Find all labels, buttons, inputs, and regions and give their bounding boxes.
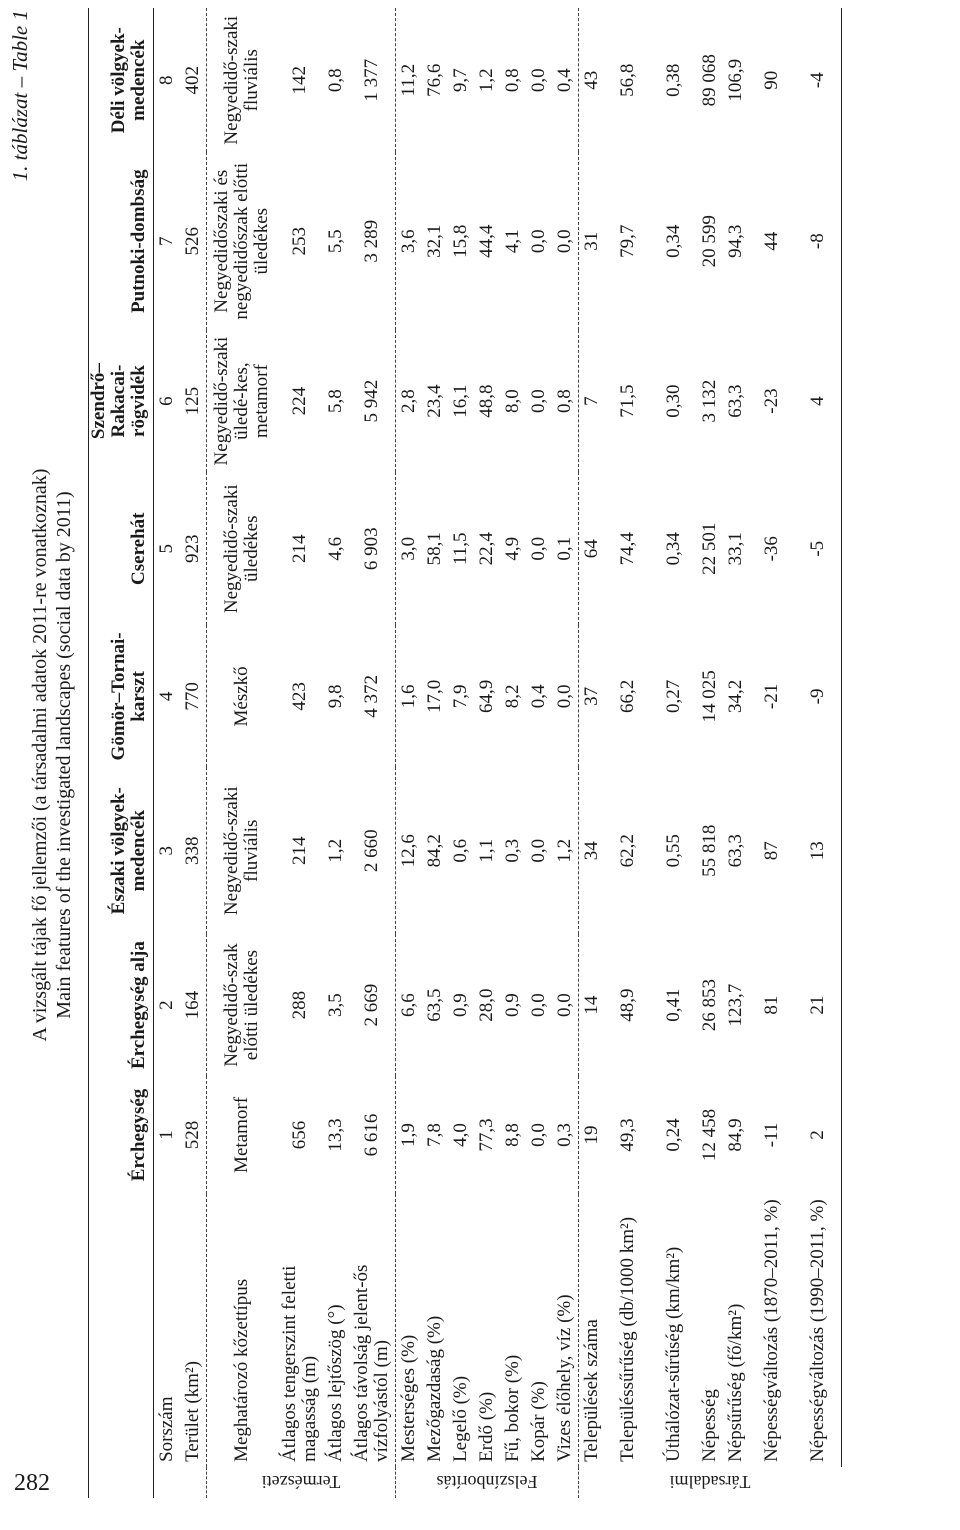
- table-cell: 64: [579, 472, 606, 625]
- table-cell: 4,1: [502, 229, 523, 254]
- table-cell: 0,24: [663, 1118, 684, 1152]
- table-cell: -8: [795, 152, 842, 330]
- table-cell: 89 068: [699, 54, 720, 107]
- table-cell: 0,0: [554, 229, 575, 254]
- table-cell: 6: [156, 396, 177, 406]
- table-cell: 142: [289, 65, 310, 95]
- table-cell: Negyedidőszaki és negyedidőszak előtti üledékes: [207, 152, 278, 330]
- table-cell: 55 818: [699, 824, 720, 877]
- table-cell: 64,9: [476, 679, 497, 714]
- group-label-cell: [207, 1467, 396, 1498]
- column-header: Szendrő–Rakacai-rögvidék: [88, 363, 149, 440]
- table-cell: 22 501: [699, 522, 720, 575]
- row-label: Népsűrűség (fő/km²): [725, 1303, 746, 1462]
- table-cell: 125: [182, 386, 203, 416]
- table-cell: -23: [761, 388, 782, 414]
- table-cell: 2,8: [396, 330, 423, 472]
- table-cell: Negyedidő-szaki fluviális: [207, 8, 278, 152]
- table-cell: 923: [182, 534, 203, 563]
- table-cell: 7,8: [424, 1123, 445, 1147]
- table-cell: 17,0: [424, 679, 445, 714]
- table-cell: 0,34: [663, 532, 684, 566]
- table-cell: 0,0: [528, 993, 549, 1017]
- table-cell: 3,5: [325, 993, 346, 1017]
- table-cell: 5,5: [325, 229, 346, 254]
- table-cell: 528: [182, 1120, 203, 1150]
- table-cell: 48,9: [617, 988, 638, 1022]
- column-header: Putnoki-dombság: [128, 169, 149, 314]
- table-cell: 4,9: [502, 536, 523, 561]
- table-cell: 48,8: [476, 384, 497, 418]
- table-cell: 63,5: [424, 988, 445, 1022]
- table-cell: 63,3: [725, 834, 746, 868]
- table-cell: 11,5: [450, 532, 471, 566]
- table-cell: Negyedidő-szaki üledékes: [207, 472, 278, 625]
- table-cell: 253: [289, 226, 310, 256]
- column-header: Gömör–Tornai-karszt: [108, 632, 149, 761]
- table-cell: 76,6: [424, 63, 445, 97]
- table-cell: 7: [579, 330, 606, 472]
- table-cell: 74,4: [617, 532, 638, 566]
- table-cell: 43: [579, 8, 606, 152]
- caption-english: Main features of the investigated landscapes (social data by 2011): [53, 491, 75, 1019]
- table-cell: 4,0: [450, 1123, 471, 1147]
- table-cell: 656: [289, 1120, 310, 1150]
- row-label: Települések száma: [579, 1194, 606, 1467]
- table-cell: 0,27: [663, 679, 684, 714]
- table-cell: 49,3: [617, 1118, 638, 1152]
- table-cell: 6 903: [361, 527, 382, 571]
- table-cell: 0,0: [554, 684, 575, 709]
- header-empty-cell: [89, 1194, 154, 1467]
- table-cell: 15,8: [450, 224, 471, 258]
- table-cell: 164: [182, 990, 203, 1020]
- table-cell: 0,4: [528, 684, 549, 709]
- row-label: Úthálózat-sűrűség (km/km²): [663, 1246, 684, 1462]
- table-cell: 0,0: [528, 389, 549, 413]
- table-cell: 0,8: [502, 68, 523, 93]
- table-cell: 1,2: [554, 838, 575, 863]
- table-cell: 66,2: [617, 679, 638, 714]
- table-cell: 0,0: [528, 1123, 549, 1147]
- table-cell: 20 599: [699, 215, 720, 268]
- table-cell: 94,3: [725, 224, 746, 258]
- table-row-terulet: [180, 8, 207, 1498]
- table-cell: 32,1: [424, 224, 445, 258]
- group-label-cell: [579, 1467, 842, 1498]
- table-cell: 0,0: [554, 993, 575, 1017]
- table-cell: 1,6: [396, 625, 423, 767]
- table-cell: 28,0: [476, 988, 497, 1022]
- table-cell: 3 289: [361, 219, 382, 263]
- table-cell: 8,2: [502, 684, 523, 709]
- table-cell: 84,9: [725, 1118, 746, 1152]
- table-cell: 2: [795, 1076, 842, 1194]
- table-cell: 0,8: [554, 389, 575, 413]
- table-cell: 106,9: [725, 58, 746, 102]
- table-label: 1. táblázat – Table 1: [8, 10, 32, 182]
- table-row-sorszam: [154, 8, 181, 1498]
- row-label: Legelő (%): [450, 1375, 471, 1462]
- table-cell: 6,6: [396, 934, 423, 1076]
- group-label: Társadalmi: [669, 1472, 751, 1493]
- table-cell: 4,6: [325, 536, 346, 561]
- table-cell: 16,1: [450, 384, 471, 418]
- table-cell: 23,4: [424, 384, 445, 418]
- row-label: Meghatározó kőzettípus: [207, 1194, 278, 1467]
- table-cell: Negyedidő-szak előtti üledékes: [207, 934, 278, 1076]
- table-cell: 5: [156, 544, 177, 554]
- table-cell: -21: [761, 683, 782, 710]
- table-cell: 81: [761, 995, 782, 1015]
- page-number: 282: [14, 1470, 50, 1496]
- table-cell: 3: [156, 845, 177, 856]
- table-row: [349, 8, 396, 1498]
- table-cell: 2 660: [361, 829, 382, 873]
- table-row: [605, 8, 651, 1498]
- table-row: [422, 8, 448, 1498]
- table-row: [579, 8, 606, 1498]
- table-cell: 0,3: [554, 1123, 575, 1147]
- group-label: Természeti: [261, 1472, 341, 1493]
- table-cell: Metamorf: [207, 1076, 278, 1194]
- table-cell: 0,34: [663, 224, 684, 258]
- table-row: [207, 8, 278, 1498]
- row-label: Településsűrűség (db/1000 km²): [617, 1216, 638, 1462]
- table-cell: 3,6: [396, 152, 423, 330]
- column-header: Északi völgyek-medencék: [108, 787, 149, 915]
- table-cell: 44,4: [476, 224, 497, 258]
- table-cell: 4: [156, 691, 177, 702]
- table-cell: 288: [289, 990, 310, 1020]
- row-label: Népesség: [699, 1389, 720, 1462]
- row-label: Népességváltozás (1870–2011, %): [761, 1199, 782, 1462]
- table-cell: -4: [795, 8, 842, 152]
- table-row: [323, 8, 349, 1498]
- table-cell: 14: [579, 934, 606, 1076]
- table-row: [795, 8, 842, 1498]
- column-header: Érchegység alja: [128, 941, 149, 1069]
- table-header-row: [89, 8, 154, 1498]
- table-cell: -5: [795, 472, 842, 625]
- table-cell: -11: [761, 1122, 782, 1148]
- table-row: [697, 8, 723, 1498]
- table-cell: 7,9: [450, 684, 471, 709]
- table-cell: 79,7: [617, 224, 638, 258]
- table-row: [277, 8, 323, 1498]
- table-cell: 4 372: [361, 675, 382, 718]
- row-label: Vizes élőhely, víz (%): [554, 1294, 575, 1462]
- table-cell: -36: [761, 536, 782, 562]
- table-caption: [28, 0, 76, 1510]
- table-cell: 1,2: [476, 68, 497, 93]
- table-cell: 0,1: [554, 536, 575, 561]
- row-label: Kopár (%): [528, 1381, 549, 1462]
- row-label: Terület (km²): [182, 1361, 203, 1462]
- table-cell: Mészkő: [207, 625, 278, 767]
- row-label: Mezőgazdaság (%): [424, 1315, 445, 1462]
- table-cell: 0,9: [502, 993, 523, 1017]
- landscape-features-table: [88, 8, 842, 1498]
- table-cell: 214: [289, 836, 310, 865]
- table-row: [500, 8, 526, 1498]
- row-label: Átlagos távolság jelent-ős vízfolyástól (m): [351, 1264, 392, 1462]
- table-cell: 0,55: [663, 834, 684, 868]
- row-label: Fű, bokor (%): [502, 1354, 523, 1462]
- table-cell: 5,8: [325, 389, 346, 413]
- table-cell: 1: [156, 1130, 177, 1140]
- table-cell: 0,4: [554, 68, 575, 93]
- table-cell: 12 458: [699, 1108, 720, 1162]
- table-cell: 6 616: [361, 1113, 382, 1157]
- column-header: Cserehát: [128, 512, 149, 585]
- table-cell: 44: [761, 231, 782, 251]
- table-cell: 0,9: [450, 993, 471, 1017]
- table-cell: 402: [182, 65, 203, 95]
- table-cell: 7: [156, 236, 177, 246]
- table-cell: 9,7: [450, 68, 471, 93]
- table-cell: 8,8: [502, 1123, 523, 1147]
- row-label: Népességváltozás (1990–2011, %): [795, 1194, 842, 1467]
- table-cell: 0,38: [663, 63, 684, 97]
- table-cell: 2 669: [361, 983, 382, 1027]
- table-cell: 0,0: [528, 838, 549, 863]
- table-cell: 4: [795, 330, 842, 472]
- table-cell: 0,3: [502, 838, 523, 863]
- table-cell: 11,2: [396, 8, 423, 152]
- table-cell: 0,30: [663, 384, 684, 418]
- table-row: [474, 8, 500, 1498]
- table-cell: -9: [795, 625, 842, 767]
- table-cell: 34: [579, 767, 606, 934]
- row-label: Mesterséges (%): [396, 1194, 423, 1467]
- table-cell: 84,2: [424, 834, 445, 868]
- table-cell: Negyedidő-szaki fluviális: [207, 767, 278, 934]
- table-cell: 423: [289, 682, 310, 711]
- table-cell: 3,0: [396, 472, 423, 625]
- table-cell: 1 377: [361, 58, 382, 102]
- table-cell: 0,0: [528, 68, 549, 93]
- table-cell: 71,5: [617, 384, 638, 418]
- table-cell: 13: [795, 767, 842, 934]
- table-row: [651, 8, 697, 1498]
- header-empty-cell: [89, 1467, 154, 1498]
- table-cell: 12,6: [396, 767, 423, 934]
- group-label: Felszínborítás: [436, 1472, 538, 1493]
- table-cell: Negyedidő-szaki üledé-kes, metamorf: [207, 330, 278, 472]
- table-cell: 224: [289, 386, 310, 416]
- table-cell: 63,3: [725, 384, 746, 418]
- table-cell: 58,1: [424, 532, 445, 566]
- table-cell: 21: [795, 934, 842, 1076]
- table-cell: 123,7: [725, 983, 746, 1027]
- table-cell: 90: [761, 70, 782, 90]
- table-cell: 56,8: [617, 63, 638, 97]
- table-cell: 0,41: [663, 988, 684, 1022]
- column-header: Érchegység: [128, 1088, 149, 1182]
- table-cell: 770: [182, 682, 203, 711]
- row-label: Erdő (%): [476, 1391, 497, 1462]
- group-label-cell: [396, 1467, 579, 1498]
- table-cell: 8: [156, 75, 177, 85]
- table-row: [723, 8, 749, 1498]
- table-cell: 87: [761, 841, 782, 861]
- table-row: [552, 8, 579, 1498]
- table-row: [526, 8, 552, 1498]
- table-cell: 37: [579, 625, 606, 767]
- table-cell: 77,3: [476, 1118, 497, 1152]
- row-label: Átlagos lejtőszög (°): [325, 1304, 346, 1462]
- table-cell: 22,4: [476, 532, 497, 566]
- table-cell: 1,9: [396, 1076, 423, 1194]
- table-cell: 9,8: [325, 684, 346, 709]
- table-cell: 13,3: [325, 1118, 346, 1152]
- column-header: Déli völgyek-medencék: [108, 27, 149, 134]
- table-cell: 526: [182, 226, 203, 256]
- table-cell: 1,2: [325, 838, 346, 863]
- table-cell: 8,0: [502, 389, 523, 413]
- table-cell: 14 025: [699, 670, 720, 723]
- table-cell: 34,2: [725, 679, 746, 714]
- table-row: [448, 8, 474, 1498]
- caption-hungarian: A vizsgált tájak fő jellemzői (a társadalmi adatok 2011-re vonatkoznak): [29, 468, 51, 1042]
- table-cell: 31: [579, 152, 606, 330]
- table-cell: 0,6: [450, 838, 471, 863]
- table-cell: 214: [289, 534, 310, 563]
- table-cell: 1,1: [476, 838, 497, 863]
- table-row: [396, 8, 423, 1498]
- row-label: Sorszám: [156, 1396, 177, 1462]
- table-cell: 3 132: [699, 379, 720, 423]
- table-cell: 5 942: [361, 379, 382, 423]
- table-cell: 19: [579, 1076, 606, 1194]
- table-cell: 0,0: [528, 536, 549, 561]
- table-cell: 26 853: [699, 978, 720, 1032]
- table-cell: 62,2: [617, 834, 638, 868]
- table-cell: 338: [182, 836, 203, 865]
- row-label: Átlagos tengerszint feletti magasság (m): [279, 1265, 320, 1462]
- table-cell: 0,0: [528, 229, 549, 254]
- table-row: [749, 8, 795, 1498]
- table-cell: 33,1: [725, 532, 746, 566]
- table-cell: 2: [156, 1000, 177, 1010]
- table-cell: 0,8: [325, 68, 346, 93]
